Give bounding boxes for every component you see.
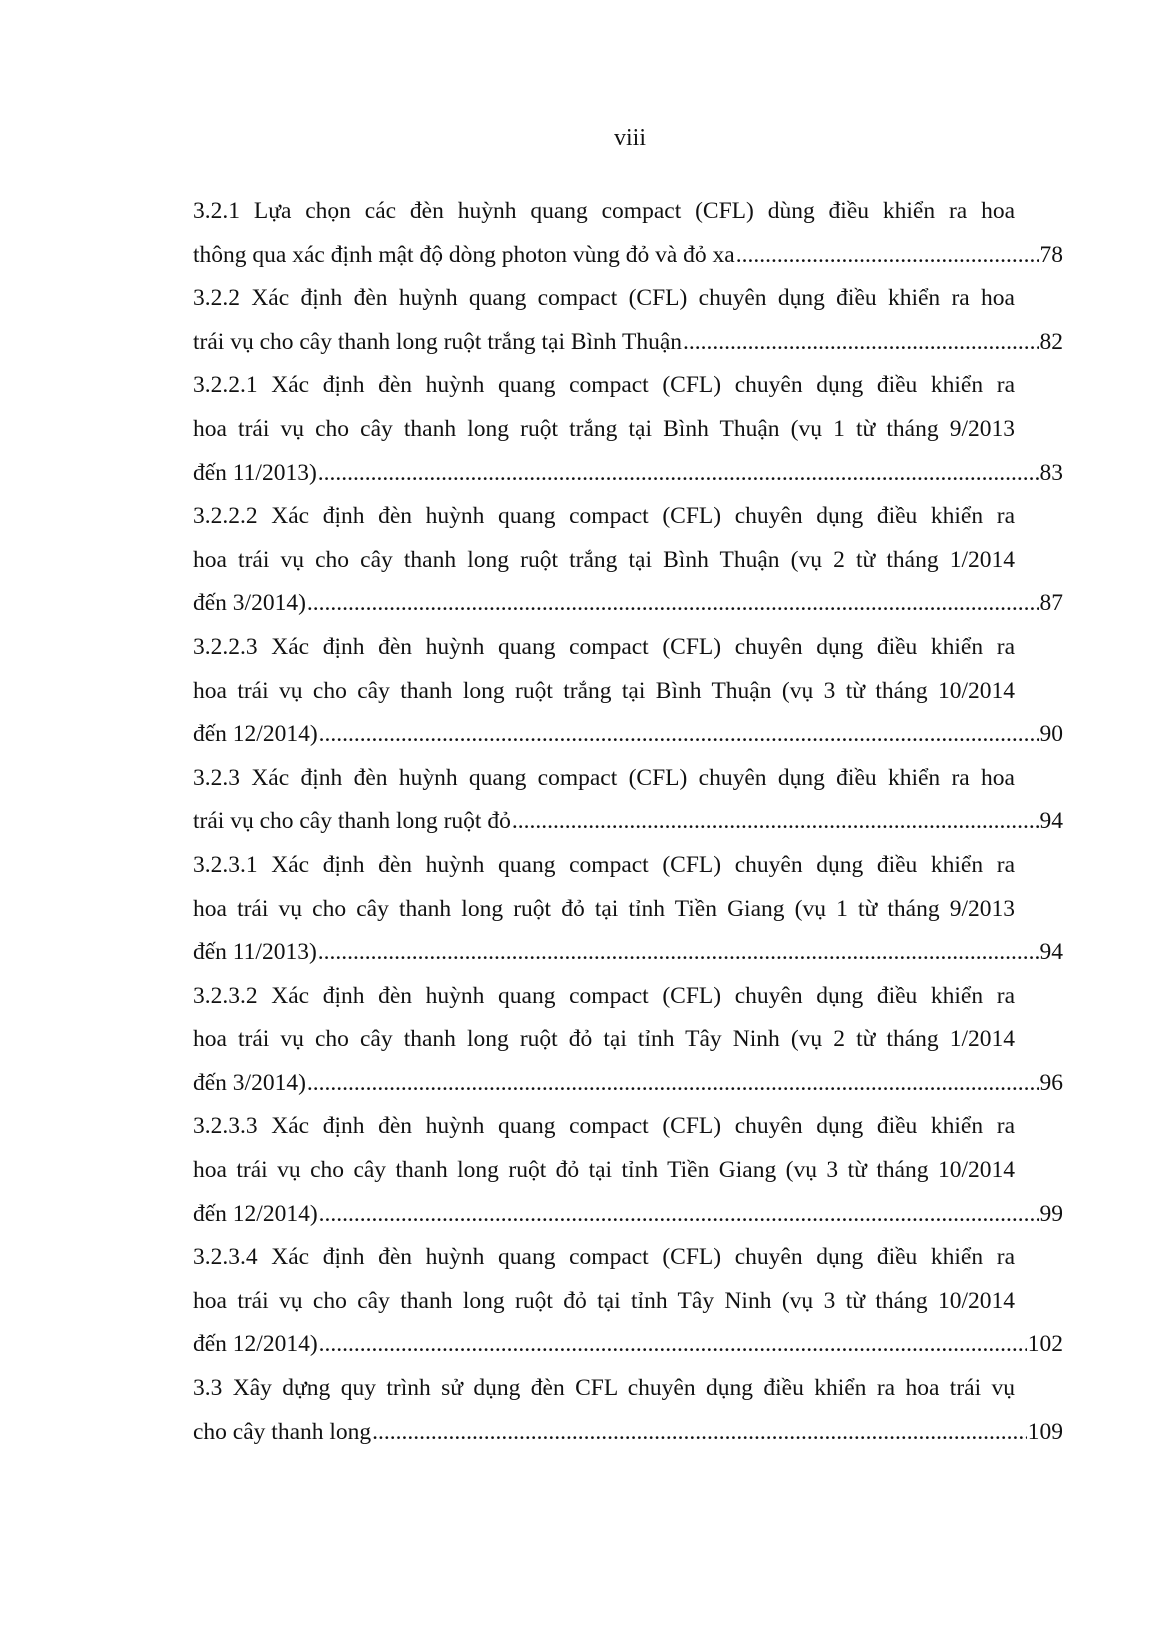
dot-leader: [512, 800, 1039, 844]
toc-entry-last-line: [193, 452, 1063, 496]
dot-leader: [683, 321, 1038, 365]
toc-entry[interactable]: [193, 975, 1063, 1106]
toc-entry-text: thông qua xác định mật độ dòng photon vùng đỏ và đỏ xa: [193, 241, 735, 268]
toc-entry[interactable]: [193, 190, 1063, 277]
toc-entry-last-line: [193, 1411, 1063, 1455]
toc-page-number: 87: [1039, 590, 1063, 617]
toc-entry-last-line: [193, 931, 1063, 975]
dot-leader: [318, 452, 1039, 496]
toc-entry-last-line: [193, 1323, 1063, 1367]
toc-entry[interactable]: [193, 757, 1063, 844]
toc-entry-line: 3.2.2.3 Xác định đèn huỳnh quang compact (CFL) chuyên dụng điều khiển ra: [193, 633, 1015, 660]
dot-leader: [372, 1411, 1027, 1455]
toc-entry-last-line: [193, 800, 1063, 844]
toc-entry-line: 3.2.3.2 Xác định đèn huỳnh quang compact (CFL) chuyên dụng điều khiển ra: [193, 982, 1015, 1009]
toc-page-number: 96: [1039, 1069, 1063, 1096]
toc-page-number: 82: [1039, 328, 1063, 355]
toc-entry[interactable]: [193, 844, 1063, 975]
toc-entry-line: hoa trái vụ cho cây thanh long ruột đỏ tại tỉnh Tây Ninh (vụ 3 từ tháng 10/2014: [193, 1287, 1015, 1314]
table-of-contents: [193, 190, 1063, 1454]
dot-leader: [318, 931, 1039, 975]
toc-entry[interactable]: [193, 626, 1063, 757]
toc-entry-line: 3.2.3.1 Xác định đèn huỳnh quang compact (CFL) chuyên dụng điều khiển ra: [193, 851, 1015, 878]
toc-entry[interactable]: [193, 1367, 1063, 1454]
toc-entry-line: hoa trái vụ cho cây thanh long ruột đỏ tại tỉnh Tiền Giang (vụ 1 từ tháng 9/2013: [193, 895, 1015, 922]
toc-entry-line: 3.2.2.1 Xác định đèn huỳnh quang compact (CFL) chuyên dụng điều khiển ra: [193, 372, 1015, 399]
toc-entry-text: đến 11/2013): [193, 459, 317, 486]
toc-entry-last-line: [193, 321, 1063, 365]
toc-entry-last-line: [193, 713, 1063, 757]
toc-entry-last-line: [193, 1062, 1063, 1106]
toc-entry-line: 3.2.3.3 Xác định đèn huỳnh quang compact (CFL) chuyên dụng điều khiển ra: [193, 1113, 1015, 1140]
toc-entry-text: đến 3/2014): [193, 1069, 306, 1096]
toc-entry-text: đến 11/2013): [193, 939, 317, 966]
toc-page-number: 102: [1027, 1331, 1063, 1358]
toc-page-number: 99: [1039, 1200, 1063, 1227]
toc-entry[interactable]: [193, 277, 1063, 364]
dot-leader: [736, 234, 1039, 278]
toc-entry[interactable]: [193, 1105, 1063, 1236]
toc-page-number: 109: [1027, 1418, 1063, 1445]
dot-leader: [307, 1062, 1039, 1106]
toc-entry-text: đến 12/2014): [193, 721, 318, 748]
toc-page-number: 94: [1039, 939, 1063, 966]
toc-entry-line: 3.2.1 Lựa chọn các đèn huỳnh quang compact (CFL) dùng điều khiển ra hoa: [193, 198, 1015, 224]
toc-entry-last-line: [193, 582, 1063, 626]
toc-entry-text: đến 3/2014): [193, 590, 306, 617]
toc-entry-text: trái vụ cho cây thanh long ruột đỏ: [193, 808, 511, 835]
toc-entry-line: hoa trái vụ cho cây thanh long ruột trắng tại Bình Thuận (vụ 1 từ tháng 9/2013: [193, 415, 1015, 442]
toc-entry-text: đến 12/2014): [193, 1200, 318, 1227]
toc-entry-line: 3.3 Xây dựng quy trình sử dụng đèn CFL chuyên dụng điều khiển ra hoa trái vụ: [193, 1375, 1015, 1402]
toc-entry-text: cho cây thanh long: [193, 1418, 372, 1445]
toc-entry-line: hoa trái vụ cho cây thanh long ruột trắng tại Bình Thuận (vụ 2 từ tháng 1/2014: [193, 546, 1015, 573]
dot-leader: [307, 582, 1039, 626]
dot-leader: [319, 713, 1039, 757]
toc-entry-last-line: [193, 1193, 1063, 1237]
toc-entry-line: 3.2.2.2 Xác định đèn huỳnh quang compact (CFL) chuyên dụng điều khiển ra: [193, 503, 1015, 530]
toc-entry[interactable]: [193, 1236, 1063, 1367]
page-number: viii: [613, 125, 646, 151]
toc-entry-text: đến 12/2014): [193, 1331, 318, 1358]
toc-page-number: 90: [1039, 721, 1063, 748]
toc-entry-line: hoa trái vụ cho cây thanh long ruột trắng tại Bình Thuận (vụ 3 từ tháng 10/2014: [193, 677, 1015, 704]
toc-page-number: 83: [1039, 459, 1063, 486]
toc-entry[interactable]: [193, 364, 1063, 495]
toc-entry-line: 3.2.3 Xác định đèn huỳnh quang compact (CFL) chuyên dụng điều khiển ra hoa: [193, 764, 1015, 791]
dot-leader: [319, 1193, 1039, 1237]
toc-entry-line: 3.2.2 Xác định đèn huỳnh quang compact (CFL) chuyên dụng điều khiển ra hoa: [193, 285, 1015, 312]
dot-leader: [319, 1323, 1027, 1367]
toc-page-number: 78: [1039, 241, 1063, 268]
toc-entry-line: hoa trái vụ cho cây thanh long ruột đỏ tại tỉnh Tây Ninh (vụ 2 từ tháng 1/2014: [193, 1026, 1015, 1053]
toc-entry-text: trái vụ cho cây thanh long ruột trắng tại Bình Thuận: [193, 328, 683, 355]
toc-page-number: 94: [1039, 808, 1063, 835]
toc-entry[interactable]: [193, 495, 1063, 626]
toc-entry-last-line: [193, 234, 1063, 278]
toc-entry-line: hoa trái vụ cho cây thanh long ruột đỏ tại tỉnh Tiền Giang (vụ 3 từ tháng 10/2014: [193, 1157, 1015, 1184]
toc-entry-line: 3.2.3.4 Xác định đèn huỳnh quang compact (CFL) chuyên dụng điều khiển ra: [193, 1244, 1015, 1271]
